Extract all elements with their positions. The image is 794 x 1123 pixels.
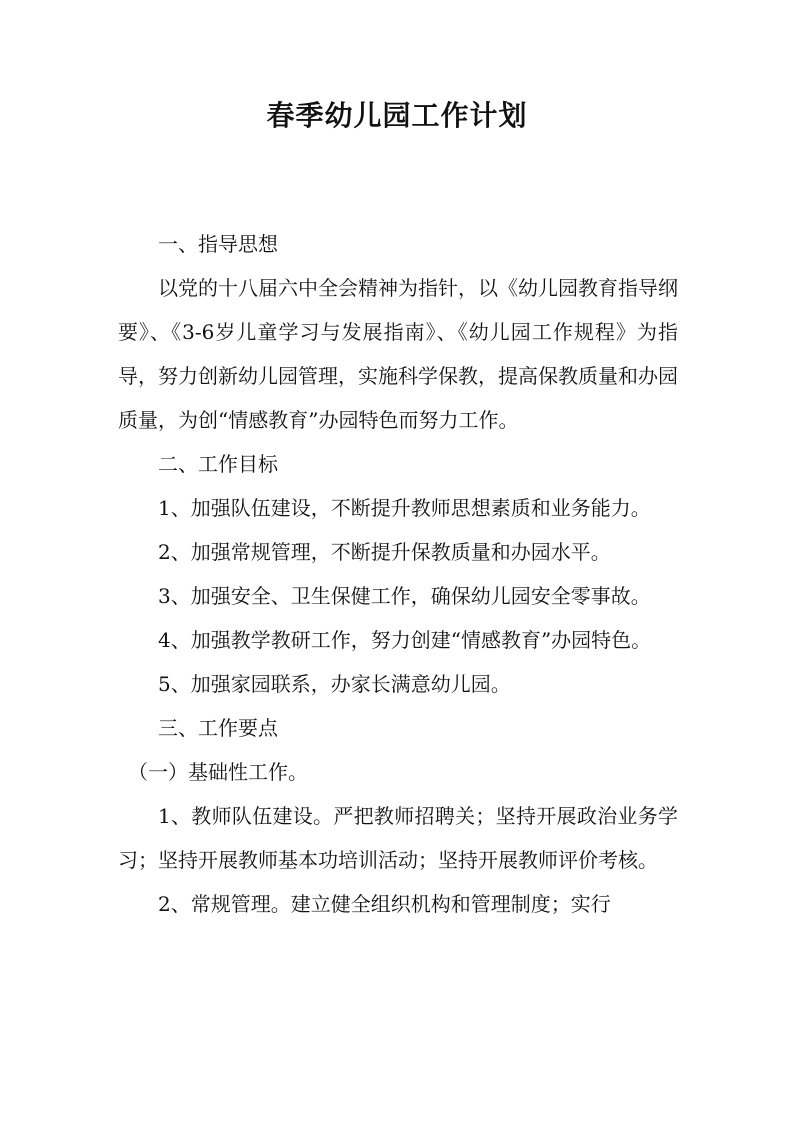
document-title: 春季幼儿园工作计划 <box>266 99 528 132</box>
document-body <box>118 222 678 926</box>
goal-item-3: 3、加强安全、卫生保健工作，确保幼儿园安全零事故。 <box>158 584 651 608</box>
work-point-1: 1、教师队伍建设。严把教师招聘关；坚持开展政治业务学习；坚持开展教师基本功培训活动；坚持开展教师评价考核。 <box>118 804 678 872</box>
goal-item-1: 1、加强队伍建设，不断提升教师思想素质和业务能力。 <box>158 496 651 520</box>
goal-item-5: 5、加强家园联系，办家长满意幼儿园。 <box>158 672 511 696</box>
section-heading-guiding-ideology: 一、指导思想 <box>158 232 278 256</box>
subsection-heading-basic-work: （一）基础性工作。 <box>128 760 308 784</box>
section-heading-work-goals: 二、工作目标 <box>158 452 278 476</box>
work-point-2: 2、常规管理。建立健全组织机构和管理制度；实行 <box>158 892 611 916</box>
goal-item-2: 2、加强常规管理，不断提升保教质量和办园水平。 <box>158 540 611 564</box>
section-heading-work-points: 三、工作要点 <box>158 716 278 740</box>
goal-item-4: 4、加强教学教研工作，努力创建“情感教育”办园特色。 <box>158 628 652 652</box>
paragraph-guiding-ideology: 以党的十八届六中全会精神为指针，以《幼儿园教育指导纲要》、《3-6岁儿童学习与发展指南》、《幼儿园工作规程》为指导，努力创新幼儿园管理，实施科学保教，提高保教质量和办园质量，为创“情感教育”办园特色而努力工作。 <box>118 276 678 432</box>
